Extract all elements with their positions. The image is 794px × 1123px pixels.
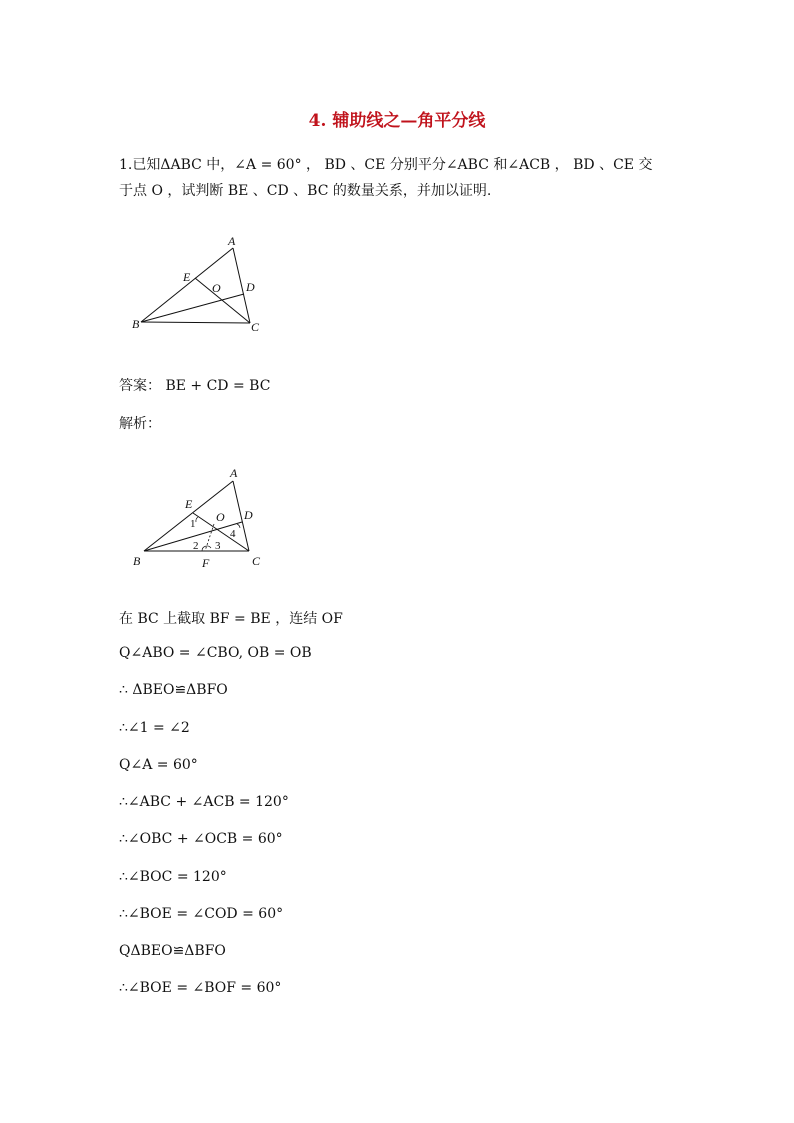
label-f: F — [202, 556, 210, 570]
angle-label-3: 3 — [215, 540, 221, 552]
proof-step: ∴∠1 = ∠2 — [119, 720, 190, 736]
angle-mark-2-3 — [202, 546, 211, 551]
proof-step: Q∠ABO = ∠CBO, OB = OB — [119, 645, 312, 661]
label-d: D — [246, 280, 255, 294]
label-e: E — [185, 497, 193, 511]
answer-line: 答案： BE + CD = BC — [119, 378, 271, 394]
problem-line-2: 于点 O ，试判断 BE 、CD 、BC 的数量关系，并加以证明. — [119, 183, 492, 199]
triangle-figure-2 — [120, 462, 280, 572]
label-o: O — [212, 281, 221, 295]
angle-mark-1 — [196, 517, 198, 522]
label-a: A — [228, 234, 236, 248]
proof-step: ∴ ΔBEO≌ΔBFO — [119, 682, 228, 698]
label-d: D — [244, 508, 253, 522]
label-b: B — [133, 554, 141, 568]
label-a: A — [230, 466, 238, 480]
label-b: B — [132, 317, 140, 331]
label-o: O — [216, 510, 225, 524]
proof-step: QΔBEO≌ΔBFO — [119, 943, 226, 959]
analysis-label: 解析： — [119, 416, 161, 432]
page-title: 4. 辅助线之—角平分线 — [308, 111, 486, 131]
angle-mark-4 — [237, 524, 240, 528]
proof-step: ∴∠OBC + ∠OCB = 60° — [119, 831, 283, 847]
angle-label-4: 4 — [230, 528, 236, 540]
proof-step: Q∠A = 60° — [119, 757, 198, 773]
side-bc — [141, 322, 250, 323]
angle-label-1: 1 — [190, 518, 196, 530]
label-c: C — [251, 320, 260, 334]
angle-label-2: 2 — [193, 540, 199, 552]
proof-step: ∴∠BOE = ∠COD = 60° — [119, 906, 284, 922]
label-e: E — [183, 270, 191, 284]
proof-step: ∴∠ABC + ∠ACB = 120° — [119, 794, 289, 810]
label-c: C — [252, 554, 261, 568]
triangle-figure-1 — [120, 230, 280, 340]
proof-step: 在 BC 上截取 BF = BE ，连结 OF — [119, 611, 343, 627]
bisector-bd — [141, 294, 244, 322]
proof-step: ∴∠BOC = 120° — [119, 869, 227, 885]
problem-line-1: 1.已知ΔABC 中，∠A = 60° ， BD 、CE 分别平分∠ABC 和∠ACB ， BD 、CE 交 — [119, 157, 653, 173]
proof-step: ∴∠BOE = ∠BOF = 60° — [119, 980, 282, 996]
